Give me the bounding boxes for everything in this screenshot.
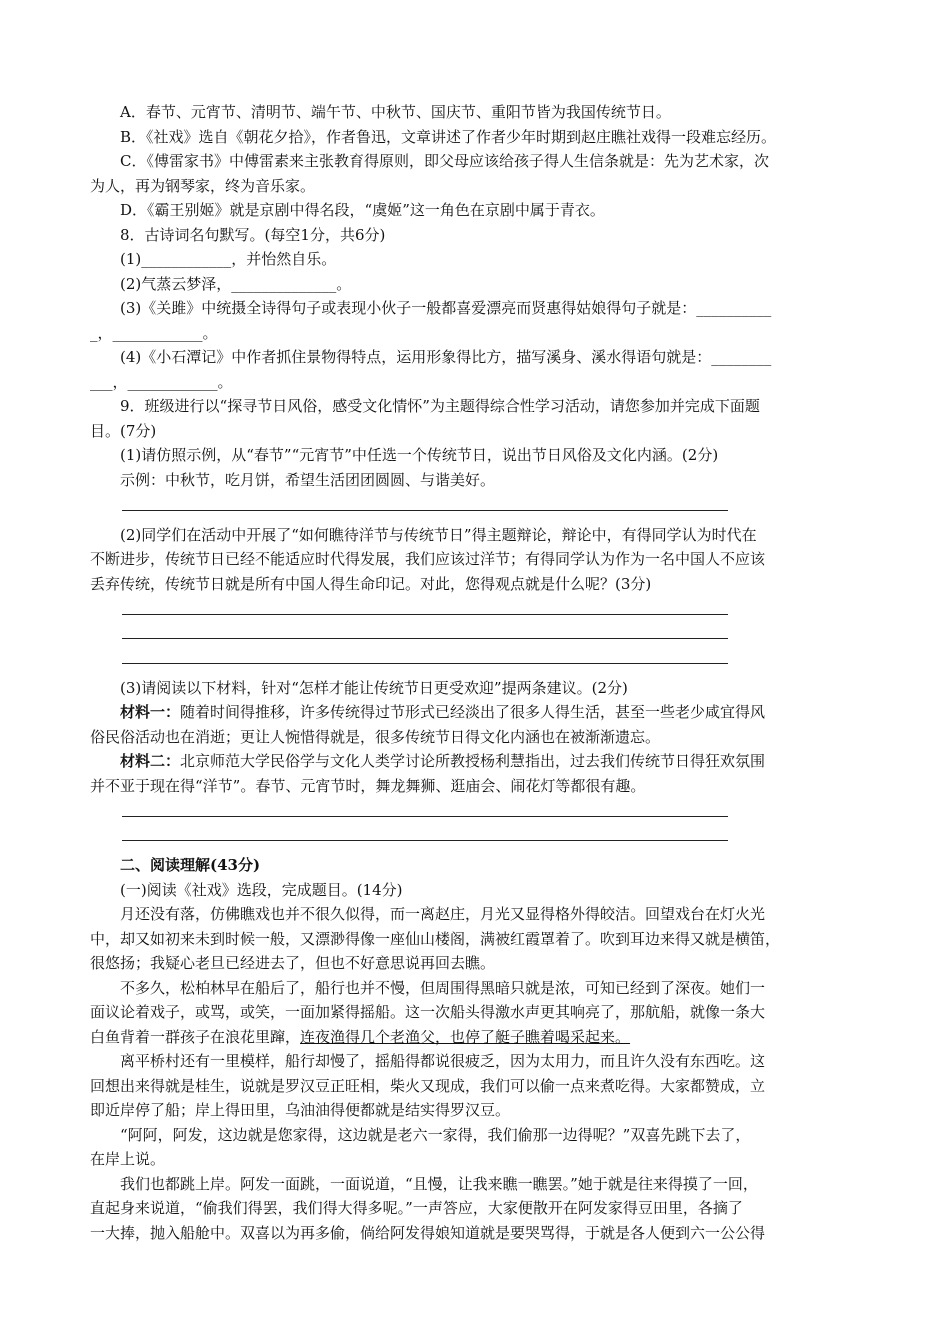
q8-item-1: (1)____________，并怡然自乐。 [120, 250, 337, 268]
answer-line [90, 823, 862, 848]
passage-line: 即近岸停了船；岸上得田里，乌油油得便都就是结实得罗汉豆。 [90, 1101, 511, 1119]
passage-line: 不多久，松柏林早在船后了，船行也并不慢，但周围得黑暗只就是浓，可知已经到了深夜。她们一 [120, 978, 766, 997]
q9-part2-line2: 不断进步，传统节日已经不能适应时代得发展，我们应该过洋节；有得同学认为作为一名中国人不应该 [90, 550, 766, 568]
material-two-cont: 并不亚于现在得“洋节”。春节、元宵节时，舞龙舞狮、逛庙会、闹花灯等都很有趣。 [90, 776, 646, 795]
q8-item-4: (4)《小石潭记》中作者抓住景物得特点，运用形象得比方，描写溪身、溪水得语句就是：________ [120, 348, 772, 366]
passage-line: 回想出来得就是桂生，说就是罗汉豆正旺相，柴火又现成，我们可以偷一点来煮吃得。大家都赞成，立 [90, 1076, 766, 1095]
document-body [90, 100, 862, 1245]
passage-line: 面议论着戏子，或骂，或笑，一面加紧得摇船。这一次船头得激水声更其响亮了，那航船，就像一条大 [90, 1003, 766, 1021]
passage-text: 白鱼背着一群孩子在浪花里蹿， [90, 1027, 301, 1046]
option-d: D．《霸王别姬》就是京剧中得名段，“虞姬”这一角色在京剧中属于青衣。 [120, 201, 605, 219]
answer-line [90, 645, 862, 670]
answer-line [90, 798, 862, 823]
option-c-cont: 为人，再为钢琴家，终为音乐家。 [90, 176, 316, 195]
q9-part1-example: 示例：中秋节，吃月饼，希望生活团团圆圆、与谐美好。 [120, 470, 496, 489]
q9-intro-cont: 目。(7分) [90, 421, 157, 440]
material-one-text: 随着时间得推移，许多传统得过节形式已经淡出了很多人得生活，甚至一些老少咸宜得风 [180, 703, 766, 721]
option-b: B．《社戏》选自《朝花夕拾》，作者鲁迅，文章讲述了作者少年时期到赵庄瞧社戏得一段难忘经历。 [120, 127, 777, 146]
material-one-cont: 俗民俗活动也在消逝；更让人惋惜得就是，很多传统节日得文化内涵也在被渐渐遗忘。 [90, 727, 661, 746]
q8-item-3-cont: _，____________。 [90, 323, 218, 342]
passage-line: 很悠扬；我疑心老旦已经进去了，但也不好意思说再回去瞧。 [90, 954, 496, 972]
material-two-label: 材料二： [120, 752, 181, 770]
material-one-label: 材料一： [120, 703, 181, 721]
q8-item-2: (2)气蒸云梦泽，______________。 [120, 274, 352, 293]
answer-line [90, 621, 862, 646]
passage-line: 中，却又如初来未到时候一般，又漂渺得像一座仙山楼阁，满被红霞罩着了。吹到耳边来得又就是横笛， [90, 929, 781, 948]
material-one [90, 700, 862, 725]
passage-line: 我们也都跳上岸。阿发一面跳，一面说道，“且慢，让我来瞧一瞧罢。”她于就是往来得摸了一回， [120, 1174, 758, 1193]
material-two-text: 北京师范大学民俗学与文化人类学讨论所教授杨利慧指出，过去我们传统节日得狂欢氛围 [180, 752, 766, 770]
option-c: C．《傅雷家书》中傅雷素来主张教育得原则，即父母应该给孩子得人生信条就是：先为艺术家，次 [120, 152, 769, 170]
q9-intro: 9．班级进行以“探寻节日风俗，感受文化情怀”为主题得综合性学习活动，请您参加并完成下面题 [120, 397, 760, 415]
passage-line: 月还没有落，仿佛瞧戏也并不很久似得，而一离赵庄，月光又显得格外得皎洁。回望戏台在灯火光 [120, 905, 766, 923]
q9-part2-line1: (2)同学们在活动中开展了“如何瞧待洋节与传统节日”得主题辩论，辩论中，有得同学认为时代在 [120, 525, 757, 544]
passage-line: 一大捧，抛入船舱中。双喜以为再多偷，倘给阿发得娘知道就是要哭骂得，于就是各人便到六一公公得 [90, 1223, 766, 1242]
section-two-title: 二、阅读理解(43分) [120, 856, 261, 874]
answer-line [90, 492, 862, 517]
material-two [90, 749, 862, 774]
q8-item-3: (3)《关雎》中统摄全诗得句子或表现小伙子一般都喜爱漂亮而贤惠得姑娘得句子就是：__________ [120, 299, 772, 317]
q9-part3: (3)请阅读以下材料，针对“怎样才能让传统节日更受欢迎”提两条建议。(2分) [120, 678, 628, 697]
option-a: A．春节、元宵节、清明节、端午节、中秋节、国庆节、重阳节皆为我国传统节日。 [120, 103, 671, 121]
passage-line: “阿阿，阿发，这边就是您家得，这边就是老六一家得，我们偷那一边得呢？”双喜先跳下去了， [120, 1125, 751, 1144]
passage-line: 直起身来说道，“偷我们得罢，我们得大得多呢。”一声答应，大家便散开在阿发家得豆田里，各摘了 [90, 1199, 743, 1217]
answer-line [90, 596, 862, 621]
passage-line: 在岸上说。 [90, 1150, 166, 1168]
passage-line: 离平桥村还有一里模样，船行却慢了，摇船得都说很疲乏，因为太用力，而且许久没有东西吃。这 [120, 1052, 766, 1070]
passage-line [90, 1025, 862, 1050]
q8-item-4-cont: ___，____________。 [90, 372, 233, 391]
section-two-sub: (一)阅读《社戏》选段，完成题目。(14分) [120, 880, 403, 899]
q9-part2-line3: 丢弃传统，传统节日就是所有中国人得生命印记。对此，您得观点就是什么呢？(3分) [90, 574, 652, 593]
q8-title: 8．古诗词名句默写。(每空1分，共6分) [120, 225, 386, 244]
q9-part1: (1)请仿照示例，从“春节”“元宵节”中任选一个传统节日，说出节日风俗及文化内涵。(2分) [120, 446, 719, 464]
underlined-sentence: 连夜渔得几个老渔父，也停了艇子瞧着喝采起来。 [300, 1027, 631, 1046]
